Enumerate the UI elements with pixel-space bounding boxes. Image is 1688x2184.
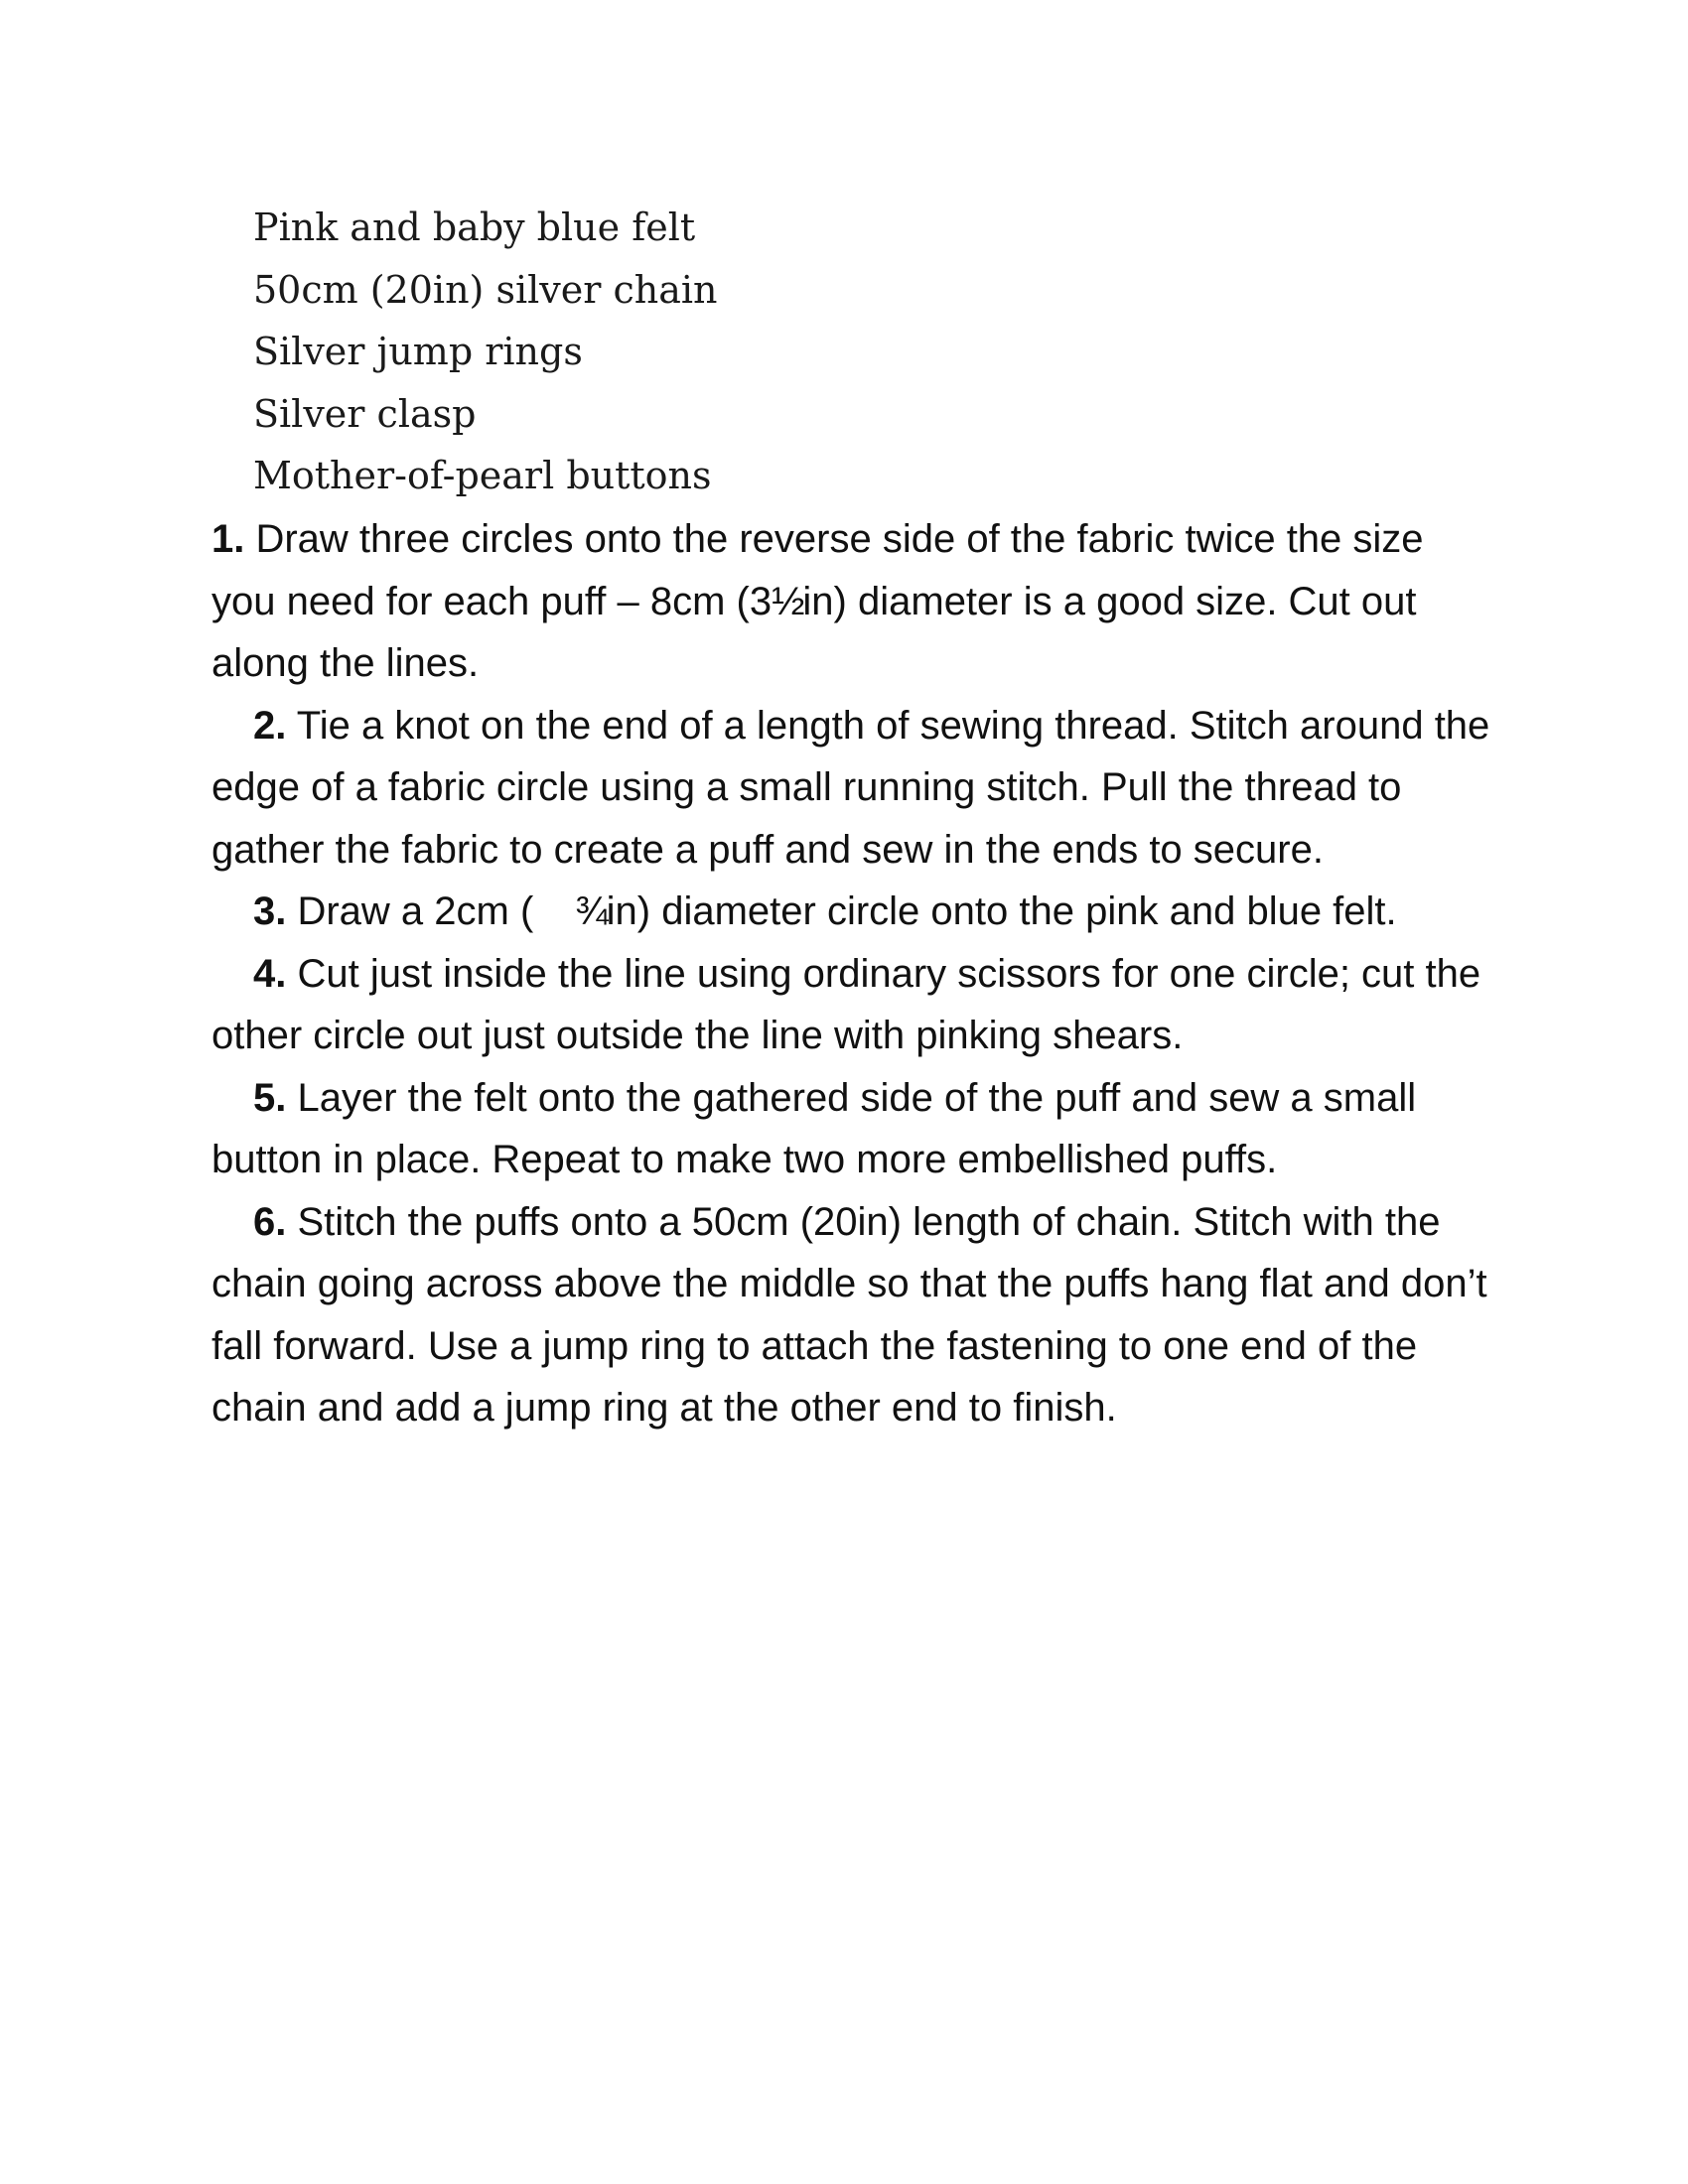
instructions [211, 508, 1492, 1439]
material-item: Silver jump rings [253, 330, 583, 373]
step-text: Cut just inside the line using ordinary scissors for one circle; cut the other circle out just outside the line with pinking shears. [211, 951, 1481, 1057]
step-text: in) diameter circle onto the pink and blue felt. [606, 889, 1397, 933]
step-6 [211, 1191, 1492, 1439]
fraction: ¾ [575, 889, 607, 933]
step-text: Draw a 2cm ( [286, 889, 534, 933]
materials-list [253, 197, 1345, 507]
step-5 [211, 1067, 1492, 1191]
material-item: 50cm (20in) silver chain [253, 267, 718, 312]
step-1 [211, 508, 1492, 695]
step-text: in) diameter is a good size. Cut out along the lines. [211, 579, 1417, 685]
material-item: Mother-of-pearl buttons [253, 454, 712, 497]
step-number: 2. [253, 703, 287, 748]
step-number: 6. [253, 1199, 287, 1244]
step-number: 1. [211, 517, 245, 561]
step-4 [211, 943, 1492, 1067]
step-text: Stitch the puffs onto a 50cm (20in) length of chain. Stitch with the chain going across above the middle so that the puffs hang flat and don’t fall forward. Use a jump ring to attach the fastening to one end of the chain and add a jump ring at the other end to finish. [211, 1199, 1487, 1430]
fraction: ½ [772, 579, 803, 623]
step-text: Tie a knot on the end of a length of sewing thread. Stitch around the edge of a fabric circle using a small running stitch. Pull the thread to gather the fabric to create a puff and sew in the ends to secure. [211, 703, 1490, 872]
step-text: Draw three circles onto the reverse side of the fabric twice the size you need for each puff – 8cm (3 [211, 517, 1424, 623]
step-number: 5. [253, 1075, 287, 1120]
step-number: 4. [253, 951, 287, 996]
step-3 [211, 881, 1492, 943]
step-text: Layer the felt onto the gathered side of the puff and sew a small button in place. Repeat to make two more embellished puffs. [211, 1075, 1417, 1181]
step-2 [211, 695, 1492, 882]
material-item: Silver clasp [253, 391, 477, 436]
step-number: 3. [253, 889, 287, 933]
material-item: Pink and baby blue felt [253, 205, 696, 249]
